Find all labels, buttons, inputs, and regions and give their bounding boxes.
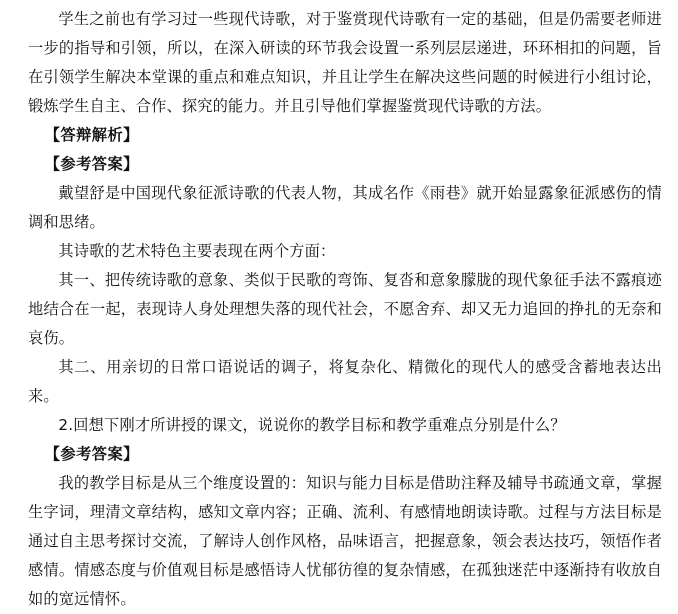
paragraph-teaching-approach: 学生之前也有学习过一些现代诗歌，对于鉴赏现代诗歌有一定的基础，但是仍需要老师进一步的指导和引领，所以，在深入研读的环节我会设置一系列层层递进，环环相扣的问题，旨在引领学生解决本堂课的重点和难点知识，并且让学生在解决这些问题的时候进行小组讨论，锻炼学生自主、合作、探究的能力。并且引导他们掌握鉴赏现代诗歌的方法。 <box>28 10 662 115</box>
paragraph-dai-wangshu: 戴望舒是中国现代象征派诗歌的代表人物，其成名作《雨巷》就开始显露象征派感伤的情调和思绪。 <box>28 184 662 231</box>
section-tag-reference-answer: 【参考答案】 <box>44 155 139 173</box>
section-tag-analysis: 【答辩解析】 <box>44 126 139 144</box>
section-tag-reference-answer-2: 【参考答案】 <box>44 445 139 463</box>
paragraph-teaching-goals: 我的教学目标是从三个维度设置的：知识与能力目标是借助注释及辅导书疏通文章，掌握生字词，理清文章结构，感知文章内容；正确、流利、有感情地朗读诗歌。过程与方法目标是通过自主思考探讨交流，了解诗人创作风格，品味语言，把握意象，领会表达技巧，领悟作者感情。情感态度与价值观目标是感悟诗人忧郁彷徨的复杂情感，在孤独迷茫中逐渐持有收放自如的宽远情怀。 <box>28 474 662 608</box>
paragraph-artistic-features: 其诗歌的艺术特色主要表现在两个方面： <box>58 242 336 260</box>
paragraph-feature-two: 其二、用亲切的日常口语说话的调子，将复杂化、精微化的现代人的感受含蓄地表达出来。 <box>28 358 662 405</box>
question-two: 2.回想下刚才所讲授的课文，说说你的教学目标和教学重难点分别是什么？ <box>58 416 566 434</box>
paragraph-feature-one: 其一、把传统诗歌的意象、类似于民歌的弯饰、复沓和意象朦胧的现代象征手法不露痕迹地结合在一起，表现诗人身处理想失落的现代社会，不愿舍弃、却又无力追回的挣扎的无奈和哀伤。 <box>28 271 662 347</box>
